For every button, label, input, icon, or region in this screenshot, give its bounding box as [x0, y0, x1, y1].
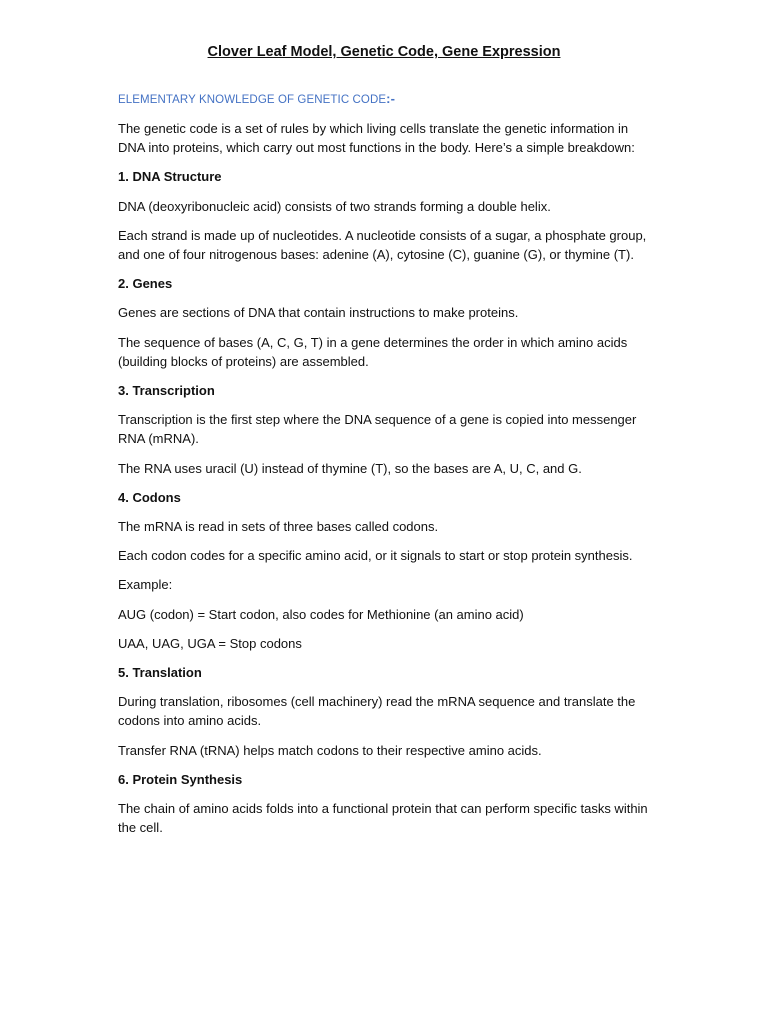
section-heading-genes: 2. Genes [118, 276, 173, 292]
section-heading-codons: 4. Codons [118, 489, 181, 505]
paragraph: DNA (deoxyribonucleic acid) consists of two strands forming a double helix. [118, 198, 551, 214]
paragraph: The mRNA is read in sets of three bases called codons. [118, 519, 439, 535]
document-title: Clover Leaf Model, Genetic Code, Gene Expression [207, 44, 561, 60]
intro-paragraph: The genetic code is a set of rules by which living cells translate the genetic information in DNA into proteins, which carry out most functions in the body. Here’s a simple breakdown: [118, 121, 635, 156]
subheading-suffix: :- [386, 91, 396, 106]
paragraph: Each codon codes for a specific amino acid, or it signals to start or stop protein synthesis. [118, 548, 633, 564]
paragraph: AUG (codon) = Start codon, also codes for Methionine (an amino acid) [118, 606, 524, 622]
section-heading-dna-structure: 1. DNA Structure [118, 169, 222, 185]
paragraph: The RNA uses uracil (U) instead of thymine (T), so the bases are A, U, C, and G. [118, 460, 582, 476]
section-heading-protein-synthesis: 6. Protein Synthesis [118, 771, 243, 787]
paragraph: The chain of amino acids folds into a functional protein that can perform specific tasks within the cell. [118, 801, 648, 836]
subheading-text: ELEMENTARY KNOWLEDGE OF GENETIC CODE [118, 94, 387, 106]
paragraph: During translation, ribosomes (cell machinery) read the mRNA sequence and translate the codons into amino acids. [118, 694, 636, 729]
paragraph: Transfer RNA (tRNA) helps match codons to their respective amino acids. [118, 742, 542, 758]
paragraph: Each strand is made up of nucleotides. A nucleotide consists of a sugar, a phosphate group, and one of four nitrogenous bases: adenine (A), cytosine (C), guanine (G), or thymine (T). [118, 227, 647, 263]
section-heading-translation: 5. Translation [118, 665, 202, 681]
paragraph: Genes are sections of DNA that contain instructions to make proteins. [118, 305, 519, 321]
section-heading-transcription: 3. Transcription [118, 383, 215, 399]
paragraph: Transcription is the first step where the DNA sequence of a gene is copied into messenger RNA (mRNA). [118, 412, 637, 447]
document-body [118, 91, 648, 847]
paragraph: UAA, UAG, UGA = Stop codons [118, 635, 302, 651]
section-subheading [118, 91, 648, 108]
paragraph: The sequence of bases (A, C, G, T) in a gene determines the order in which amino acids (building blocks of proteins) are assembled. [118, 334, 628, 369]
paragraph: Example: [118, 577, 173, 593]
